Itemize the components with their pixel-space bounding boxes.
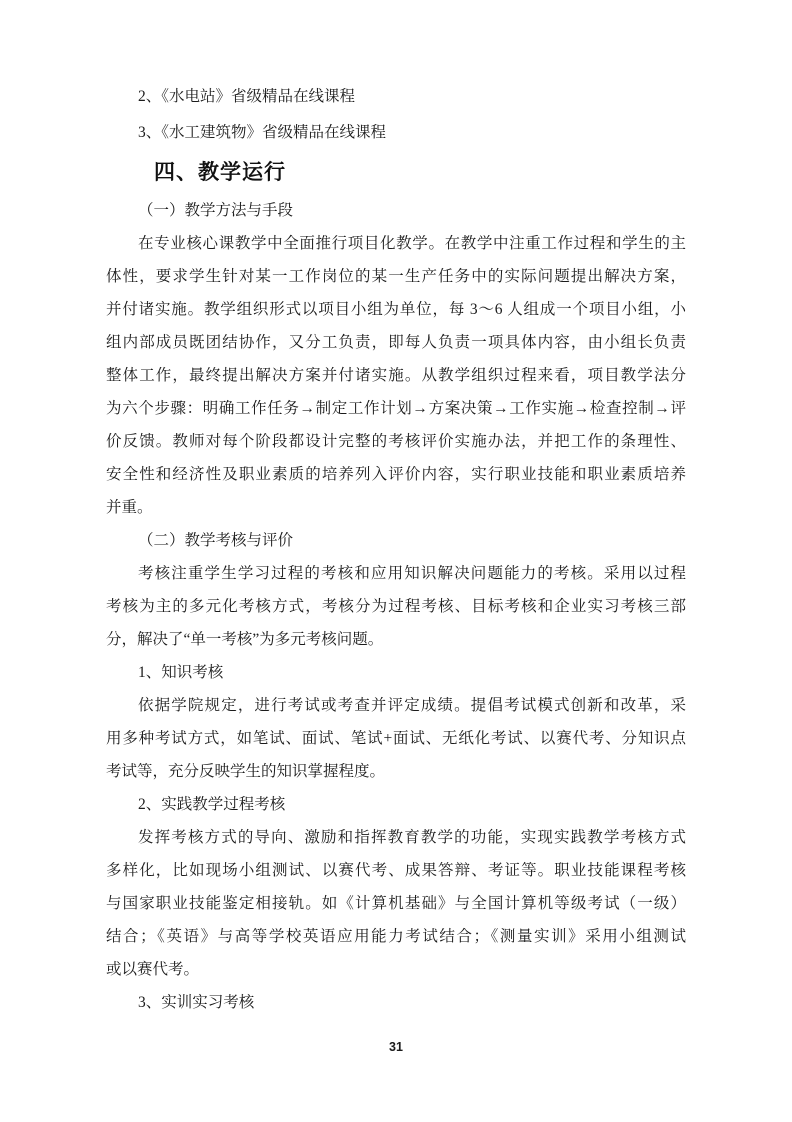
- text-line: 多样化，比如现场小组测试、以赛代考、成果答辩、考证等。职业技能课程考核: [106, 862, 686, 879]
- text-line: 依据学院规定，进行考试或考查并评定成绩。提倡考试模式创新和改革，采: [138, 697, 686, 714]
- paragraph: [106, 821, 686, 986]
- numbered-item: 2、实践教学过程考核: [138, 796, 286, 813]
- text-line: 在专业核心课教学中全面推行项目化教学。在教学中注重工作过程和学生的主: [138, 235, 686, 252]
- heading: 四、教学运行: [154, 161, 286, 184]
- text-line: 结合；《英语》与高等学校英语应用能力考试结合；《测量实训》采用小组测试: [106, 928, 686, 945]
- paragraph: [106, 689, 686, 788]
- list-item: 2、《水电站》省级精品在线课程: [138, 88, 356, 105]
- paragraph: [106, 557, 686, 656]
- numbered-item: 1、知识考核: [138, 664, 224, 681]
- text-line: 发挥考核方式的导向、激励和指挥教育教学的功能，实现实践教学考核方式: [138, 829, 686, 846]
- numbered-item: 3、实训实习考核: [138, 994, 255, 1011]
- text-line: 用多种考试方式，如笔试、面试、笔试+面试、无纸化考试、以赛代考、分知识点: [106, 730, 686, 747]
- page-content: [106, 86, 686, 1019]
- text-line: 或以赛代考。: [106, 961, 200, 978]
- subheading: （一）教学方法与手段: [138, 202, 294, 219]
- text-line: 并重。: [106, 499, 153, 516]
- text-line: 组内部成员既团结协作，又分工负责，即每人负责一项具体内容，由小组长负责: [106, 334, 686, 351]
- text-line: 与国家职业技能鉴定相接轨。如《计算机基础》与全国计算机等级考试（一级）: [106, 895, 686, 912]
- text-line: 分，解决了“单一考核”为多元考核问题。: [106, 631, 384, 648]
- text-line: 安全性和经济性及职业素质的培养列入评价内容，实行职业技能和职业素质培养: [106, 466, 686, 483]
- text-line: 体性，要求学生针对某一工作岗位的某一生产任务中的实际问题提出解决方案，: [106, 268, 686, 285]
- paragraph: [106, 227, 686, 524]
- text-line: 考核注重学生学习过程的考核和应用知识解决问题能力的考核。采用以过程: [138, 565, 686, 582]
- text-line: 考核为主的多元化考核方式，考核分为过程考核、目标考核和企业实习考核三部: [106, 598, 686, 615]
- list-item: 3、《水工建筑物》省级精品在线课程: [138, 124, 387, 141]
- text-line: 价反馈。教师对每个阶段都设计完整的考核评价实施办法，并把工作的条理性、: [106, 433, 686, 450]
- text-line: 并付诸实施。教学组织形式以项目小组为单位，每 3～6 人组成一个项目小组，小: [106, 301, 686, 318]
- subheading: （二）教学考核与评价: [138, 532, 294, 549]
- text-line: 整体工作，最终提出解决方案并付诸实施。从教学组织过程来看，项目教学法分: [106, 367, 686, 384]
- page-number: 31: [389, 1040, 403, 1054]
- text-line: 为六个步骤：明确工作任务→制定工作计划→方案决策→工作实施→检查控制→评: [106, 400, 686, 417]
- text-line: 考试等，充分反映学生的知识掌握程度。: [106, 763, 386, 780]
